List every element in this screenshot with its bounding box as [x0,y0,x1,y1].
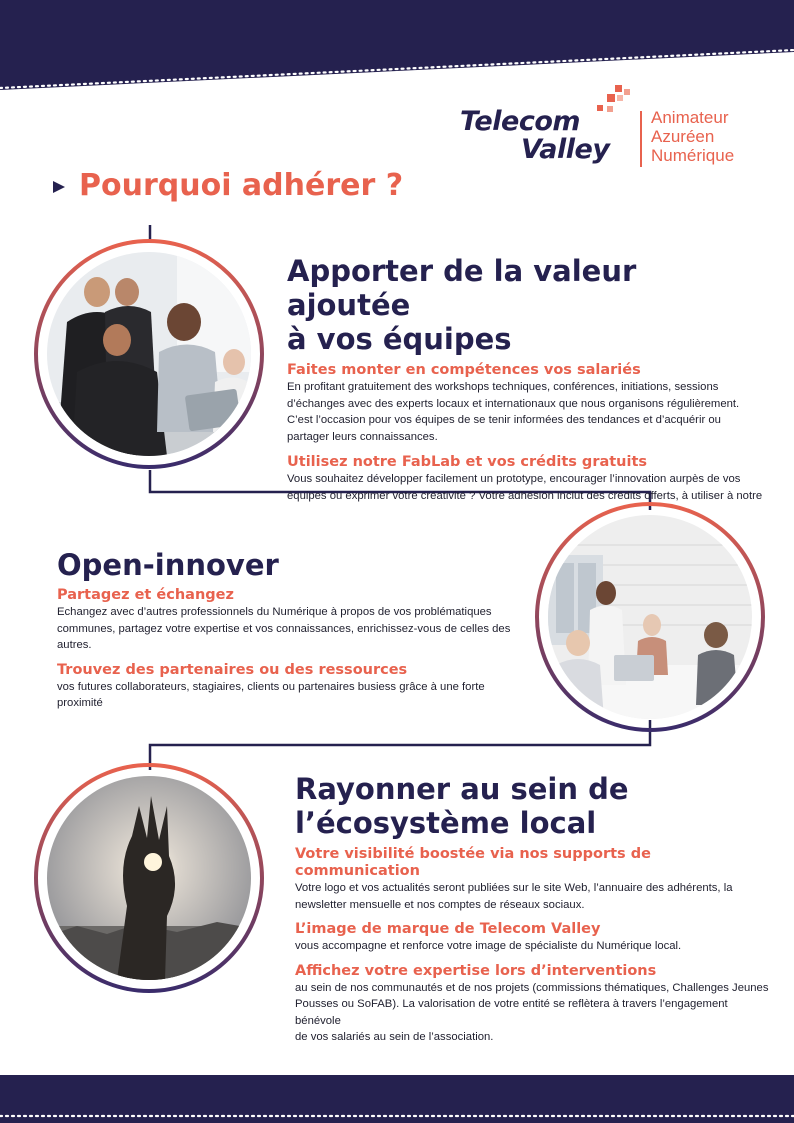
top-banner [0,0,794,95]
page-title: Pourquoi adhérer ? [79,168,404,203]
item-text-line: partager leurs connaissances. [287,430,438,443]
meeting-photo [548,515,752,719]
play-triangle-icon [52,180,66,194]
section-title-line1: Rayonner au sein de [295,772,629,806]
item-heading: Utilisez notre FabLab et vos crédits gratuits [287,454,648,470]
section-open-innovation [57,548,527,712]
item-text-line: d’échanges avec des experts locaux et internationaux que nous organisons régulièrement. [287,397,740,410]
section-title-line2: à vos équipes [287,322,512,356]
section-title-line1: Apporter de la valeur ajoutée [287,254,637,322]
item-text-line: au sein de nos communautés et de nos projets (commissions thématiques, Challenges Jeunes [295,981,769,994]
item-text-line: autres. [57,639,92,651]
logo-name-line1: Telecom [460,106,581,137]
item-text-line: de vos salariés au sein de l’association. [295,1031,494,1043]
item-text-line: Votre logo et vos actualités seront publiées sur le site Web, l’annuaire des adhérents, la [295,882,733,894]
section-ecosystem [295,772,775,1046]
section-value [287,254,767,504]
item-heading: Votre visibilité boostée via nos supports de [295,846,651,862]
section-title-line1: Open-innover [57,548,279,582]
item-heading: L’image de marque de Telecom Valley [295,921,601,937]
item-heading: Trouvez des partenaires ou des ressources [57,661,408,678]
item-text-line: vous accompagne et renforce votre image de spécialiste du Numérique local. [295,940,682,952]
logo-divider [640,111,642,167]
item-text-line: vos futures collaborateurs, stagiaires, clients ou partenaires busiess grâce à une forte proximité [57,680,485,709]
hand-sky-photo [47,776,251,980]
item-text-line: En profitant gratuitement des workshops techniques, conférences, initiations, sessions [287,381,719,393]
item-text-line: équipes ou exprimer votre créativité ? Votre adhésion inclut des crédits offerts, à utiliser à notre [287,489,763,502]
section-title-line2: l’écosystème local [295,806,597,840]
item-text-line: Echangez avec d’autres professionnels du Numérique à propos de vos problématiques [57,606,492,618]
logo [455,85,775,170]
item-text-line: Vous souhaitez développer facilement un prototype, encourager l’innovation aurpès de vos [287,473,741,485]
logo-tagline-line3: Numérique [651,146,735,165]
item-text-line: C’est l’occasion pour vos équipes de se tenir informées des tendances et d’acquérir ou [287,414,721,426]
team-photo [47,252,251,456]
item-heading: Faites monter en compétences vos salariés [287,362,641,378]
item-heading: Partagez et échangez [57,587,234,603]
logo-tagline-line1: Animateur [651,108,729,127]
item-text-line: communes, partagez votre expertise et vos connaissances, enrichissez-vous de celles des [57,622,511,635]
logo-tagline-line2: Azuréen [651,127,715,146]
item-text-line: Pousses ou SoFAB). La valorisation de votre entité se reflètera à travers l’engagement bénévole [295,998,728,1027]
item-text-line: newsletter mensuelle et nos comptes de réseaux sociaux. [295,898,585,911]
bottom-banner [0,1075,794,1123]
logo-name-line2: Valley [521,134,610,165]
logo-pixels-icon [593,85,633,115]
item-heading: Affichez votre expertise lors d’interventions [295,962,657,979]
item-heading: communication [295,863,420,879]
